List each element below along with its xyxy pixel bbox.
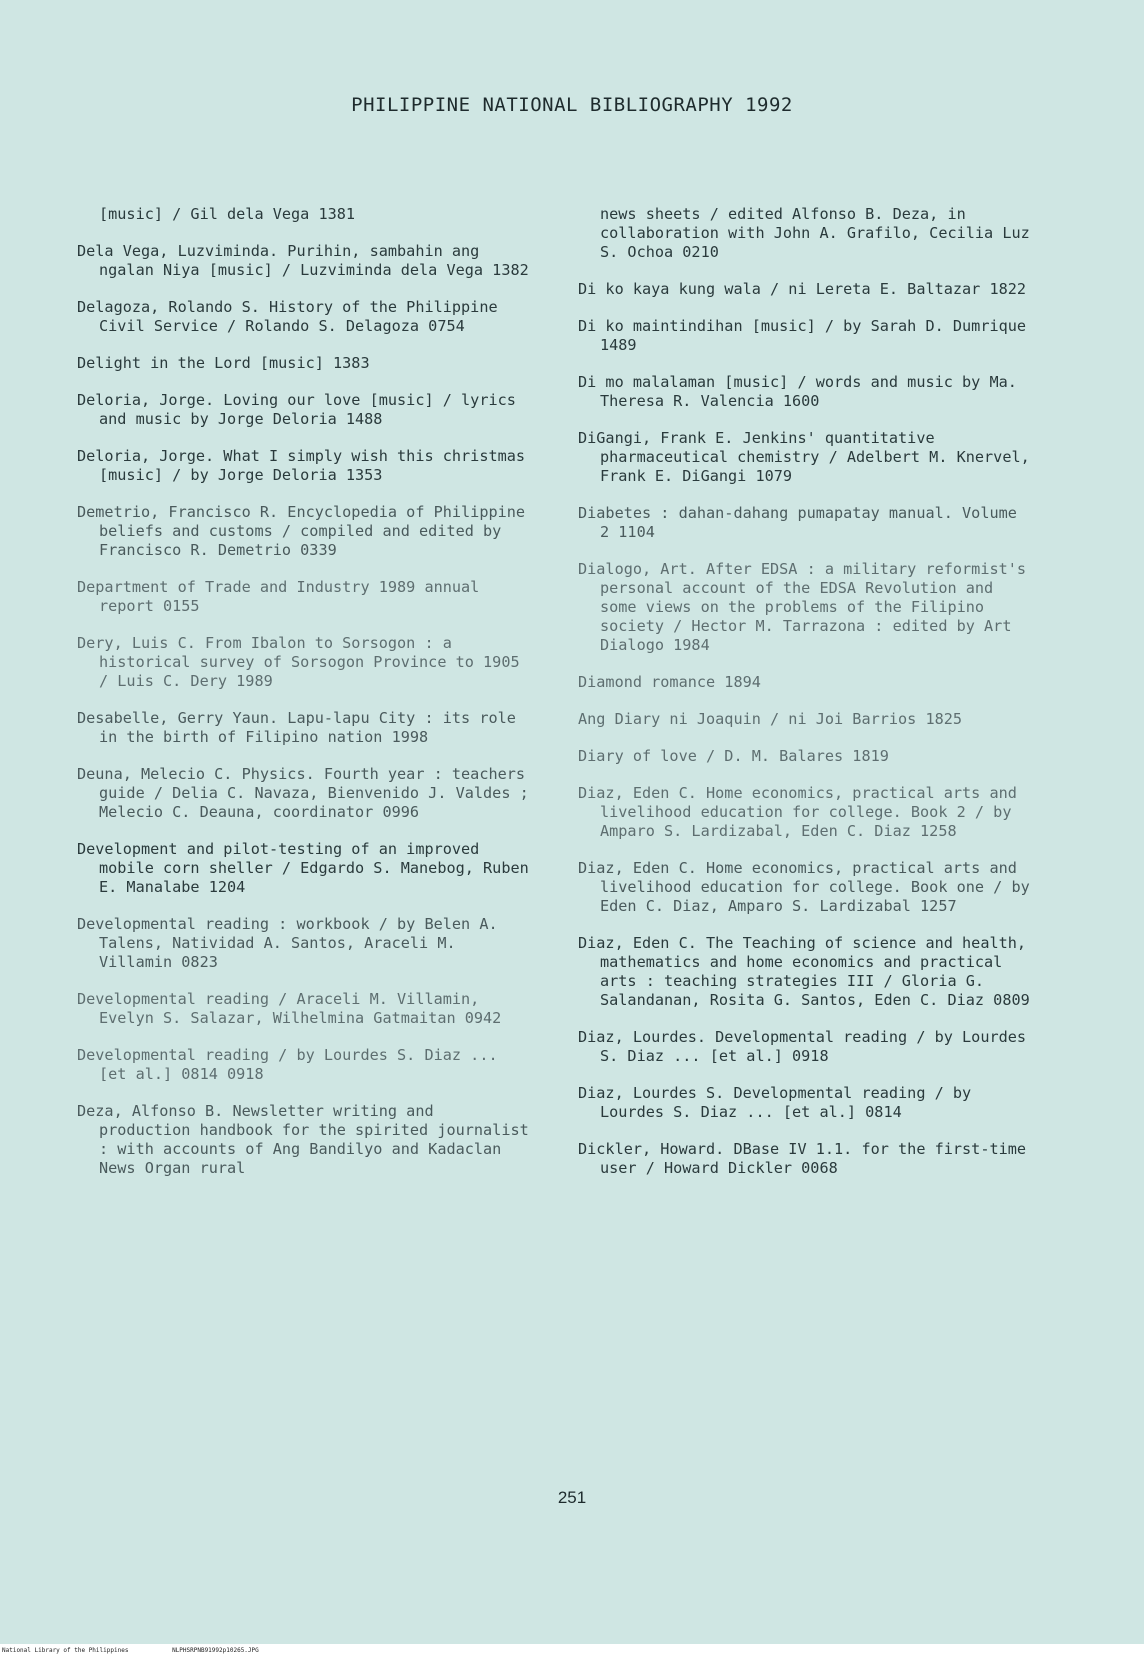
bibliography-entry: Di mo malalaman [music] / words and music by Ma. Theresa R. Valencia 1600 xyxy=(578,373,1017,410)
left-column xyxy=(77,205,532,1196)
bibliography-entry: Dickler, Howard. DBase IV 1.1. for the first-time user / Howard Dickler 0068 xyxy=(578,1140,1027,1177)
bibliography-entry: Diaz, Lourdes S. Developmental reading / by Lourdes S. Diaz ... [et al.] 0814 xyxy=(578,1084,972,1121)
bibliography-entry: Demetrio, Francisco R. Encyclopedia of Philippine beliefs and customs / compiled and edited by Francisco R. Demetrio 0339 xyxy=(77,503,526,559)
bibliography-entry: Diaz, Eden C. The Teaching of science and health, mathematics and home economics and practical arts : teaching strategies III / Gloria G. Salandanan, Rosita G. Santos, Eden C. Diaz 0809 xyxy=(578,934,1030,1009)
bibliography-entry: Di ko kaya kung wala / ni Lereta E. Baltazar 1822 xyxy=(578,280,1027,298)
bibliography-entry: news sheets / edited Alfonso B. Deza, in collaboration with John A. Grafilo, Cecilia Luz S. Ochoa 0210 xyxy=(600,205,1030,261)
bibliography-entry: Delight in the Lord [music] 1383 xyxy=(77,354,370,372)
bibliography-entry: Diaz, Eden C. Home economics, practical arts and livelihood education for college. Book 2 / by Amparo S. Lardizabal, Eden C. Diaz 1258 xyxy=(578,784,1017,840)
bibliography-entry: Delagoza, Rolando S. History of the Philippine Civil Service / Rolando S. Delagoza 0754 xyxy=(77,298,498,335)
footer-filename: NLPHSRPNB91992p10265.JPG xyxy=(172,1647,259,1654)
bibliography-entry: Desabelle, Gerry Yaun. Lapu-lapu City : its role in the birth of Filipino nation 1998 xyxy=(77,709,516,746)
bibliography-entry: Deuna, Melecio C. Physics. Fourth year : teachers guide / Delia C. Navaza, Bienvenido J. Valdes ; Melecio C. Deauna, coordinator 0996 xyxy=(77,765,529,821)
right-column xyxy=(578,205,1033,1196)
bibliography-entry: Diabetes : dahan-dahang pumapatay manual. Volume 2 1104 xyxy=(578,504,1017,541)
footer-library: National Library of the Philippines xyxy=(2,1647,129,1654)
bibliography-entry: Deloria, Jorge. Loving our love [music] / lyrics and music by Jorge Deloria 1488 xyxy=(77,391,516,428)
bibliography-entry: Di ko maintindihan [music] / by Sarah D. Dumrique 1489 xyxy=(578,317,1027,354)
bibliography-entry: Diamond romance 1894 xyxy=(578,673,761,691)
bibliography-entry: Deloria, Jorge. What I simply wish this christmas [music] / by Jorge Deloria 1353 xyxy=(77,447,526,484)
bibliography-entry: Diary of love / D. M. Balares 1819 xyxy=(578,747,889,765)
bibliography-entry: Developmental reading / Araceli M. Villamin, Evelyn S. Salazar, Wilhelmina Gatmaitan 0942 xyxy=(77,990,502,1027)
bibliography-entry: Development and pilot-testing of an improved mobile corn sheller / Edgardo S. Manebog, Ruben E. Manalabe 1204 xyxy=(77,840,529,896)
page-title: PHILIPPINE NATIONAL BIBLIOGRAPHY 1992 xyxy=(351,94,793,116)
scan-footer xyxy=(0,1644,1144,1658)
bibliography-entry: [music] / Gil dela Vega 1381 xyxy=(99,205,356,223)
bibliography-entry: Dery, Luis C. From Ibalon to Sorsogon : a historical survey of Sorsogon Province to 1905 / Luis C. Dery 1989 xyxy=(77,634,520,690)
bibliography-entry: Diaz, Lourdes. Developmental reading / by Lourdes S. Diaz ... [et al.] 0918 xyxy=(578,1028,1027,1065)
bibliography-entry: Developmental reading : workbook / by Belen A. Talens, Natividad A. Santos, Araceli M. Villamin 0823 xyxy=(77,915,498,971)
bibliography-entry: Ang Diary ni Joaquin / ni Joi Barrios 1825 xyxy=(578,710,963,728)
bibliography-entry: Developmental reading / by Lourdes S. Diaz ... [et al.] 0814 0918 xyxy=(77,1046,498,1083)
bibliography-entry: Diaz, Eden C. Home economics, practical arts and livelihood education for college. Book one / by Eden C. Diaz, Amparo S. Lardizabal 1257 xyxy=(578,859,1030,915)
bibliography-entry: Dialogo, Art. After EDSA : a military reformist's personal account of the EDSA Revolution and some views on the problems of the Filipino society / Hector M. Tarrazona : edited by Art Dialogo 1984 xyxy=(578,560,1027,654)
page-number: 251 xyxy=(557,1488,587,1507)
bibliography-entry: DiGangi, Frank E. Jenkins' quantitative pharmaceutical chemistry / Adelbert M. Knervel, Frank E. DiGangi 1079 xyxy=(578,429,1030,485)
bibliography-entry: Dela Vega, Luzviminda. Purihin, sambahin ang ngalan Niya [music] / Luzviminda dela Vega 1382 xyxy=(77,242,529,279)
bibliography-entry: Department of Trade and Industry 1989 annual report 0155 xyxy=(77,578,480,615)
bibliography-entry: Deza, Alfonso B. Newsletter writing and production handbook for the spirited journalist : with accounts of Ang Bandilyo and Kadaclan News Organ rural xyxy=(77,1102,529,1177)
